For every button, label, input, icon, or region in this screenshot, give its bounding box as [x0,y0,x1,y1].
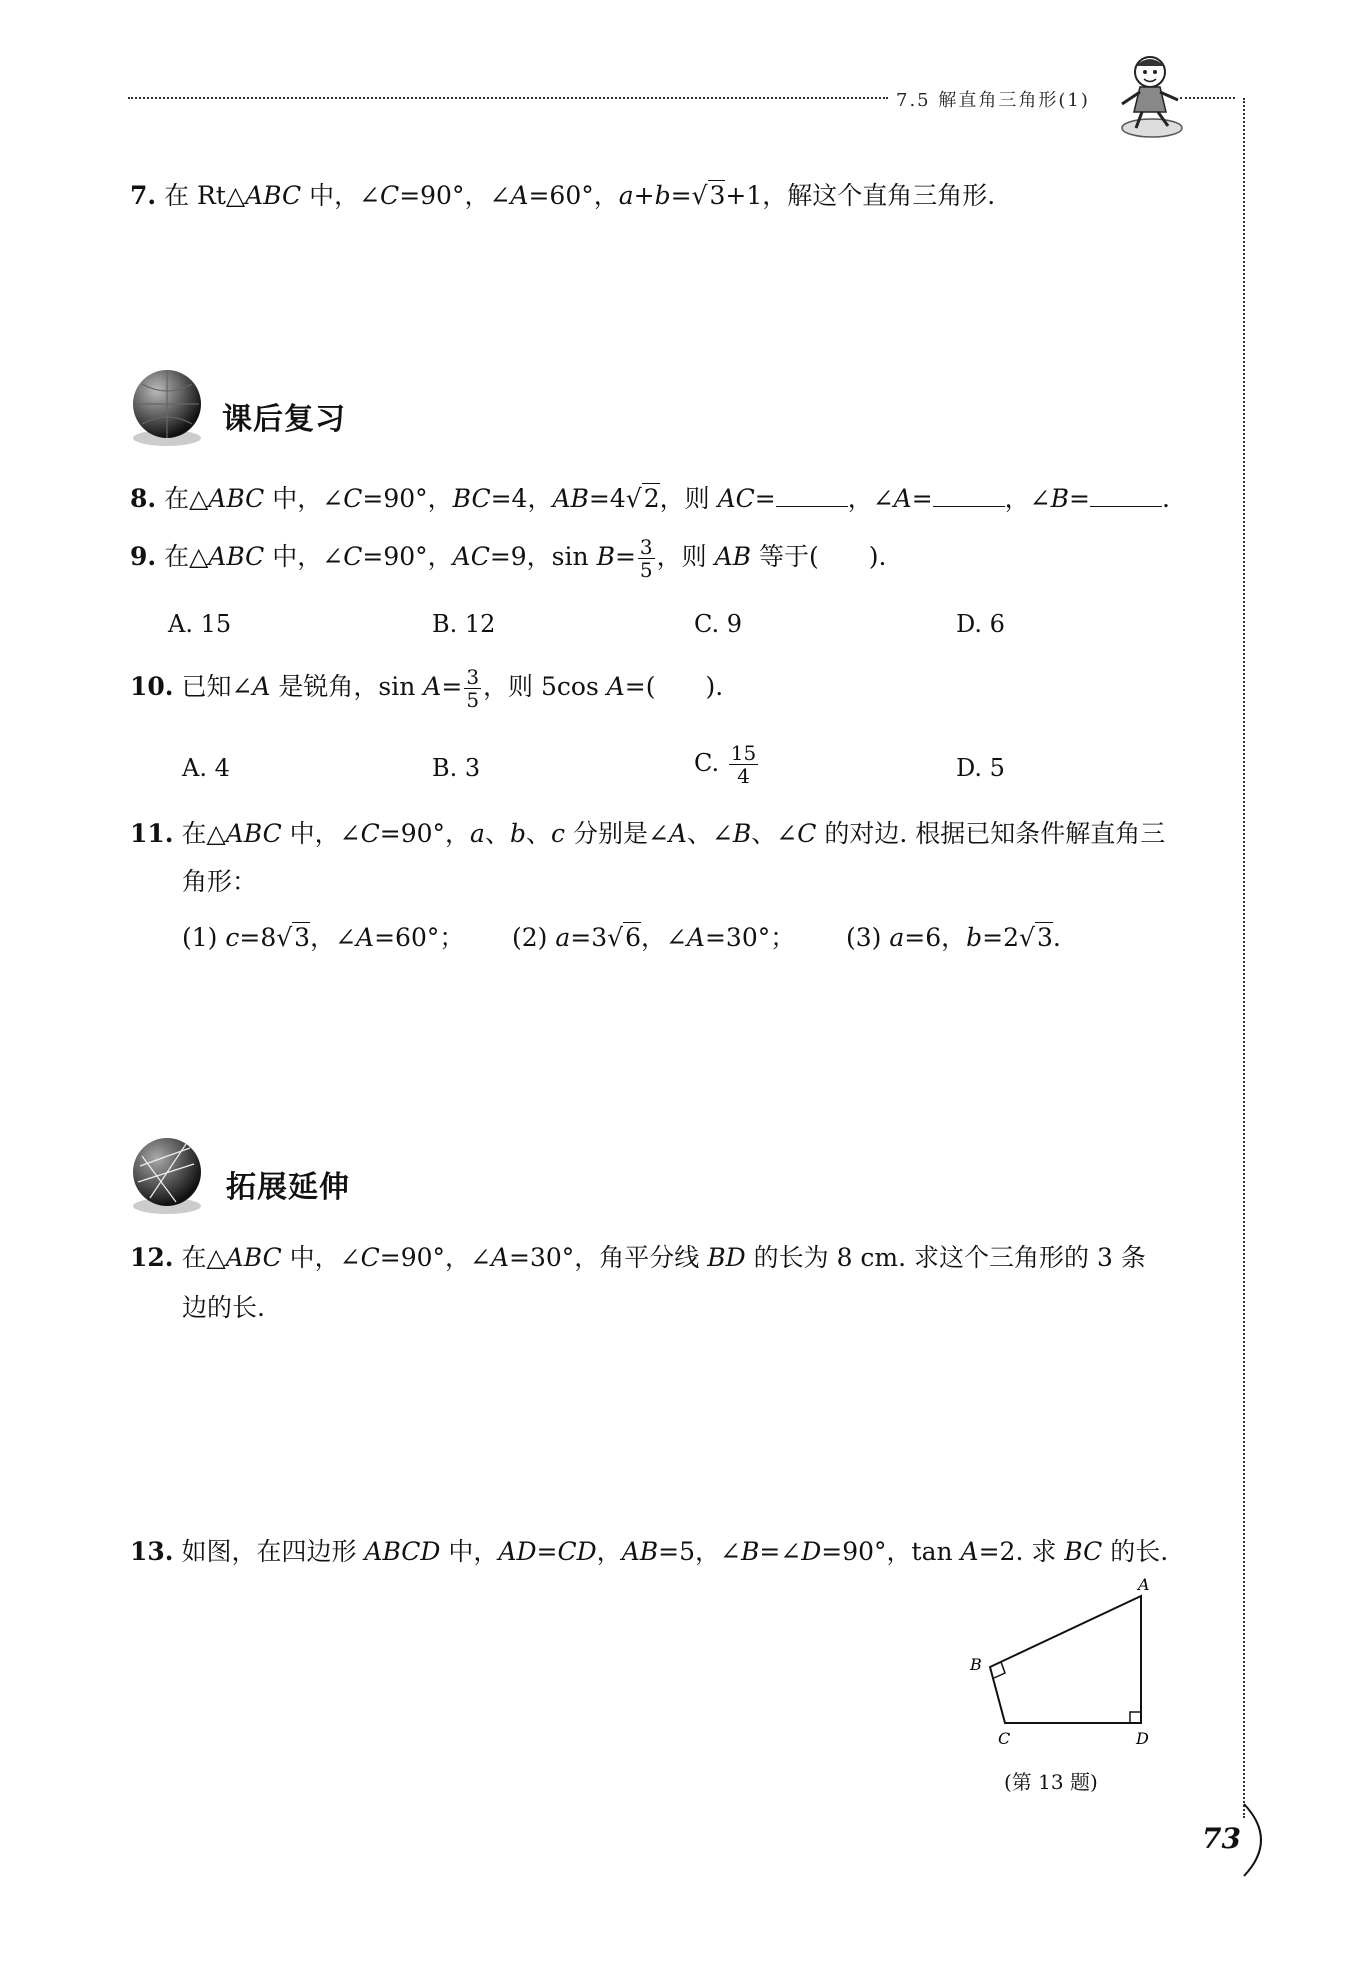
q11-text: 中，∠ [281,819,361,848]
answer-blank[interactable] [776,480,848,507]
mascot-illustration [1110,50,1190,140]
q10-option-a[interactable]: A. 4 [182,754,230,782]
q8-text: = [754,484,776,513]
q7-text: =90°，∠ [399,181,511,210]
globe-icon [130,368,204,452]
q12-text: 中，∠ [281,1243,361,1272]
fraction-denominator: 5 [466,688,480,712]
fraction-denominator: 5 [639,558,653,582]
section-title-review: 课后复习 [222,402,346,437]
q9-text: 中，∠ [264,542,344,571]
q11-text: =30°； [704,923,796,952]
q11-text: =3√ [570,923,624,952]
fraction-denominator: 4 [737,764,750,788]
q8-radicand: 2 [643,484,660,513]
question-13 [130,1534,1168,1570]
q11-text: 的对边. 根据已知条件解直角三 [816,819,1166,848]
q9-text: 在△ [164,542,209,571]
q10-text: 是锐角，sin [270,672,424,701]
q7-text: =√ [670,181,708,210]
fraction-numerator: 3 [639,535,653,559]
q11-line2: 角形： [182,867,258,896]
q13-text: =∠ [759,1537,802,1566]
q7-var: C [380,181,400,210]
q13-text: ， [596,1537,622,1566]
q12-var: C [360,1243,380,1272]
q13-var: A [960,1537,979,1566]
q8-var: AC [717,484,755,513]
question-9 [130,536,886,581]
answer-blank[interactable] [933,480,1005,507]
vertex-label-c: C [998,1729,1011,1748]
q12-var: BD [707,1243,746,1272]
q9-text: = [614,542,636,571]
fraction [638,536,655,581]
q8-text: =90°， [362,484,453,513]
q11-var: c [225,923,240,952]
question-number: 10. [130,672,174,701]
q11-text: . [1052,923,1061,952]
q11-text: (3) [846,923,890,952]
q11-part-2 [512,920,795,956]
q9-option-d[interactable]: D. 6 [956,610,1005,638]
q8-var: C [343,484,363,513]
q13-text: 中， [440,1537,499,1566]
q8-var: ABC [208,484,265,513]
q10-text: =( ). [624,672,724,701]
q7-var: ABC [245,181,302,210]
q10-option-d[interactable]: D. 5 [956,754,1005,782]
q10-var: A [252,672,271,701]
q11-text: 分别是∠ [565,819,669,848]
q11-part-1 [182,920,464,956]
globe-icon [130,1136,204,1220]
q13-text: =90°，tan [821,1537,961,1566]
q10-text: ，则 5cos [483,672,607,701]
fraction [729,742,758,787]
q9-text: ，则 [656,542,715,571]
right-angle-mark-d [1130,1712,1141,1723]
q11-text: =6， [904,923,967,952]
quadrilateral-abcd [990,1596,1141,1723]
q8-var: AB [552,484,589,513]
q11-radicand: 3 [294,923,311,952]
q10-text: = [441,672,463,701]
question-10 [130,666,723,711]
q7-text: 中，∠ [301,181,381,210]
q11-var: ABC [225,819,282,848]
q9-var: ABC [208,542,265,571]
vertex-label-d: D [1136,1729,1149,1748]
q11-text: 在△ [181,819,226,848]
q13-text: =5，∠ [658,1537,741,1566]
q9-option-a[interactable]: A. 15 [168,610,232,638]
option-letter: C. [694,749,720,777]
q11-var: C [797,819,817,848]
q12-var: A [490,1243,510,1272]
q12-text: =90°，∠ [379,1243,491,1272]
q11-text: =90°， [379,819,471,848]
question-11 [130,816,1165,852]
q11-radicand: 3 [1036,923,1053,952]
q12-text: =30°，角平分线 [509,1243,708,1272]
q9-option-b[interactable]: B. 12 [432,610,496,638]
q12-text: 在△ [181,1243,226,1272]
q11-text: (2) [512,923,556,952]
q7-text: + [633,181,655,210]
q11-radicand: 6 [625,923,641,952]
question-number: 7. [130,181,157,210]
q11-part-3 [846,920,1061,956]
q7-var: a [618,181,634,210]
q8-text: =4√ [588,484,642,513]
question-8 [130,480,1170,517]
q13-var: D [801,1537,822,1566]
q11-text: =2√ [982,923,1035,952]
q13-text: =2. 求 [978,1537,1065,1566]
q11-text: =8√ [239,923,293,952]
q8-text: = [1069,484,1090,513]
fraction-numerator: 15 [730,741,757,765]
q13-var: B [740,1537,760,1566]
q12-line2: 边的长. [182,1293,265,1322]
q10-option-b[interactable]: B. 3 [432,754,481,782]
q11-text: =60°； [374,923,465,952]
q9-var: AB [714,542,752,571]
q11-var: A [686,923,705,952]
q11-text: (1) [182,923,226,952]
question-number: 13. [130,1537,174,1566]
q8-text: ，则 [659,484,718,513]
q8-text: 中，∠ [264,484,344,513]
q10-option-c[interactable] [694,742,760,787]
q11-text: 、 [525,819,551,848]
q11-var: a [470,819,485,848]
q7-var: A [510,181,529,210]
q10-text: 已知∠ [181,672,253,701]
q9-var: B [596,542,615,571]
q11-var: a [555,923,571,952]
q9-text: 等于( ). [751,542,887,571]
q8-text: ，∠ [847,484,894,513]
q12-text: 的长为 8 cm. 求这个三角形的 3 条 [745,1243,1146,1272]
q9-var: C [343,542,363,571]
q11-var: b [966,923,983,952]
q9-text: =9，sin [489,542,597,571]
q13-text: 如图，在四边形 [181,1537,365,1566]
q8-var: A [893,484,912,513]
q13-var: AD [498,1537,537,1566]
fraction [464,666,481,711]
q13-text: 的长. [1102,1537,1169,1566]
q11-text: 、∠ [751,819,798,848]
q13-text: = [536,1537,558,1566]
q8-text: ，∠ [1004,484,1051,513]
q9-option-c[interactable]: C. 9 [694,610,743,638]
q13-var: AB [621,1537,659,1566]
question-number: 12. [130,1243,174,1272]
q8-var: B [1050,484,1069,513]
q9-text: =90°， [362,542,453,571]
q8-text: = [911,484,933,513]
page-number: 73 [1202,1822,1241,1855]
side-rule [1243,98,1245,1818]
q11-var: A [356,923,375,952]
question-number: 8. [130,484,157,513]
q13-var: ABCD [364,1537,441,1566]
answer-blank[interactable] [1090,480,1162,507]
q11-text: ，∠ [640,923,687,952]
section-title-extend: 拓展延伸 [226,1170,350,1205]
q7-text: 在 Rt△ [164,181,246,210]
q13-var: BC [1064,1537,1103,1566]
q11-var: A [668,819,687,848]
fraction-numerator: 3 [466,665,480,689]
question-number: 9. [130,542,157,571]
header-rule [128,97,888,99]
question-number: 11. [130,819,174,848]
q7-text: =60°， [528,181,619,210]
q13-var: CD [557,1537,597,1566]
q8-var: BC [452,484,491,513]
vertex-label-a: A [1138,1575,1150,1594]
q11-var: B [732,819,752,848]
q10-var: A [423,672,442,701]
q8-text: . [1161,484,1170,513]
q11-var: C [360,819,380,848]
q8-text: =4， [490,484,553,513]
q11-var: a [889,923,905,952]
q8-text: 在△ [164,484,209,513]
q9-var: AC [452,542,490,571]
q12-var: ABC [225,1243,282,1272]
q11-text: 、 [484,819,510,848]
q11-text: 、∠ [686,819,733,848]
figure-caption: (第 13 题) [1004,1770,1098,1794]
quadrilateral-figure [960,1570,1160,1760]
q11-var: c [550,819,565,848]
q7-var: b [654,181,671,210]
q11-text: ，∠ [310,923,357,952]
header-section-title: 7.5 解直角三角形(1) [896,90,1090,111]
q11-var: b [509,819,526,848]
q7-text: +1，解这个直角三角形. [725,181,996,210]
q7-radicand: 3 [709,181,726,210]
question-7 [130,178,995,214]
q10-var: A [606,672,625,701]
vertex-label-b: B [970,1655,982,1674]
question-12 [130,1240,1146,1276]
